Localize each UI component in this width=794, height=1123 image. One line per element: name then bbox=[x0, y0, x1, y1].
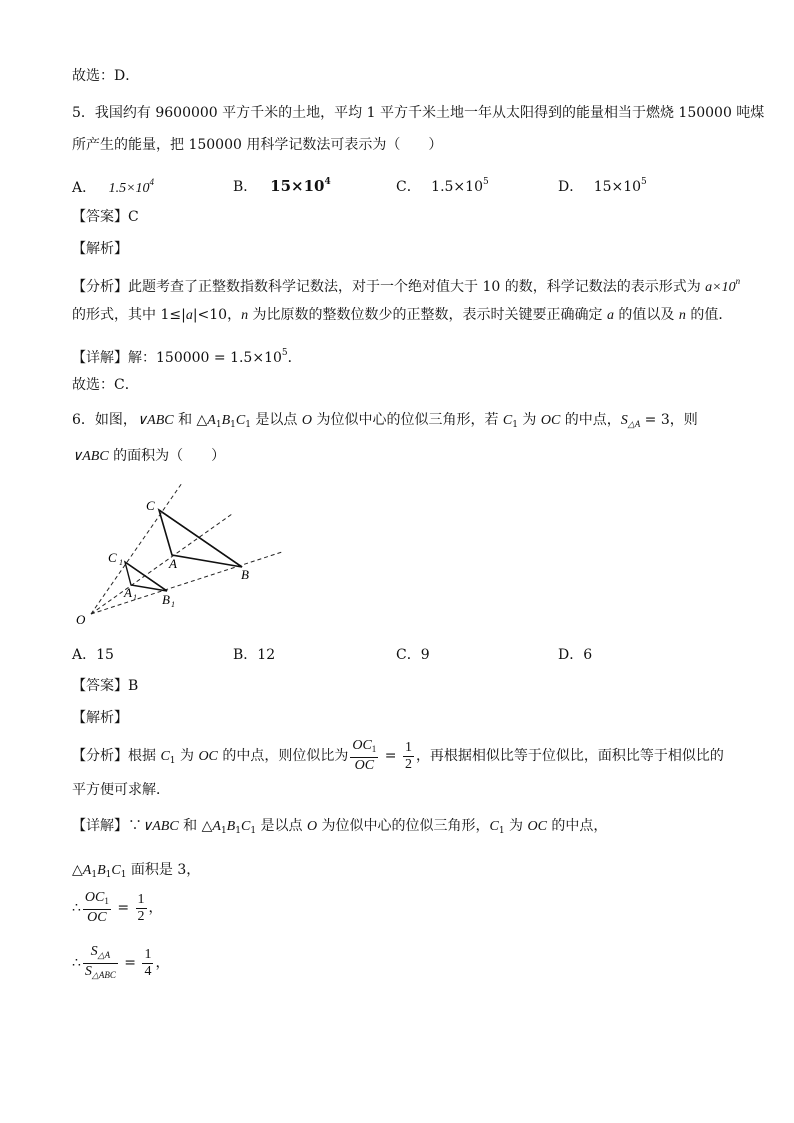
option-label: A． bbox=[72, 180, 97, 196]
q5-stem-line1: 5．我国约有 9600000 平方千米的土地，平均 1 平方千米土地一年从太阳得到的能量相当于燃烧 150000 吨煤 bbox=[72, 105, 765, 121]
q6-stem-line2 bbox=[72, 446, 225, 467]
option-label: A． bbox=[72, 647, 97, 663]
var-a: a bbox=[606, 308, 614, 323]
answer-text: 故选：D． bbox=[72, 68, 140, 84]
analysis-text: ，再根据相似比等于位似比，面积比等于相似比的 bbox=[415, 748, 724, 764]
var: C bbox=[240, 819, 251, 834]
ratio-fraction bbox=[350, 738, 378, 774]
subscript: 1 bbox=[250, 826, 257, 836]
quarter-fraction bbox=[142, 947, 153, 980]
var: C bbox=[489, 819, 499, 834]
detail-text: 面积是 3， bbox=[126, 862, 201, 878]
homothety-figure bbox=[72, 478, 302, 633]
equals: = bbox=[112, 900, 134, 916]
label-a1: A bbox=[124, 585, 132, 600]
subscript: 1 bbox=[498, 826, 505, 836]
analysis-text: 【分析】此题考查了正整数指数科学记数法，对于一个绝对值大于 10 的数，科学记数法的表示形式为 bbox=[72, 279, 701, 295]
option-exponent: 5 bbox=[482, 177, 489, 187]
q5-option-c bbox=[396, 172, 489, 197]
q5-detail bbox=[72, 343, 302, 368]
var: B bbox=[226, 819, 236, 834]
fraction-denominator: 2 bbox=[137, 908, 145, 924]
stem-text: 的中点， bbox=[560, 412, 621, 428]
q6-detail-line1 bbox=[72, 816, 607, 841]
detail-text: △ bbox=[72, 862, 83, 878]
half-fraction bbox=[136, 892, 147, 925]
num-text: S bbox=[90, 943, 98, 959]
label-c1: C bbox=[108, 550, 117, 565]
var: A bbox=[82, 863, 92, 878]
subscript: △ABC bbox=[91, 969, 116, 980]
fraction-denominator: OC bbox=[354, 758, 375, 773]
var: S bbox=[620, 413, 628, 428]
q6-option-d bbox=[558, 645, 592, 665]
fraction-denominator: 2 bbox=[404, 756, 412, 772]
sci-exponent: n bbox=[735, 276, 741, 286]
stem-text: 和 △ bbox=[173, 412, 208, 428]
label-a1-sub: 1 bbox=[133, 593, 137, 602]
subscript: △A bbox=[97, 949, 111, 960]
var: OC bbox=[198, 749, 218, 764]
q6-answer: 【答案】B bbox=[72, 678, 139, 694]
label-c1-sub: 1 bbox=[119, 558, 123, 567]
label-b1-sub: 1 bbox=[171, 600, 175, 609]
var: C bbox=[235, 413, 246, 428]
subscript: 1 bbox=[120, 870, 127, 880]
fraction-denominator: OC bbox=[87, 910, 107, 925]
fraction-numerator: 1 bbox=[404, 739, 412, 755]
analysis-text: 为 bbox=[175, 748, 199, 764]
triangle-abc: ∨ABC bbox=[142, 819, 179, 834]
q6-analysis-line2: 平方便可求解． bbox=[72, 782, 170, 798]
detail-text: 为 bbox=[504, 818, 528, 834]
stem-text: 的面积为（ ） bbox=[108, 448, 226, 464]
therefore: ∴ bbox=[72, 955, 81, 971]
var: O bbox=[306, 819, 318, 834]
detail-text: 为位似中心的位似三角形， bbox=[317, 818, 490, 834]
num-text: OC bbox=[352, 738, 372, 753]
detail-text: 的中点， bbox=[546, 818, 608, 834]
fraction-numerator bbox=[83, 890, 111, 910]
stem-text: = 3，则 bbox=[640, 412, 698, 428]
label-b1: B bbox=[162, 592, 170, 607]
label-c: C bbox=[146, 498, 155, 513]
q6-option-c bbox=[396, 645, 430, 665]
label-b: B bbox=[241, 567, 249, 582]
q5-stem-line2: 所产生的能量，把 150000 用科学记数法可表示为（ ） bbox=[72, 137, 443, 153]
analysis-text: 的值以及 bbox=[613, 307, 679, 323]
q5-final: 故选：C． bbox=[72, 377, 139, 393]
detail-text: 【详解】∵ bbox=[72, 818, 142, 834]
num-text: OC bbox=[84, 890, 105, 905]
fraction-numerator: 1 bbox=[144, 946, 152, 962]
option-exponent: 4 bbox=[149, 177, 155, 187]
label-a: A bbox=[169, 556, 177, 571]
analysis-text: 的中点，则位似比为 bbox=[217, 748, 349, 764]
option-value: 6 bbox=[583, 647, 593, 663]
analysis-text: 的值． bbox=[685, 307, 733, 323]
comma: ， bbox=[148, 900, 163, 916]
equals: = bbox=[119, 955, 141, 971]
analysis-text: 的形式，其中 1≤| bbox=[72, 307, 186, 323]
option-value: 1.5×10 bbox=[108, 181, 150, 196]
analysis-text: 【分析】根据 bbox=[72, 748, 161, 764]
q6-ratio-line bbox=[72, 886, 163, 930]
option-value: 9 bbox=[420, 647, 430, 663]
q5-jiexi: 【解析】 bbox=[72, 241, 128, 257]
subscript: 1 bbox=[91, 870, 98, 880]
analysis-text: |<10， bbox=[192, 307, 242, 323]
option-value: 15×10 bbox=[270, 177, 325, 195]
q6-detail-line2 bbox=[72, 860, 200, 885]
fraction-numerator bbox=[350, 738, 378, 758]
option-exponent: 5 bbox=[641, 177, 647, 187]
stem-text: 为 bbox=[517, 412, 541, 428]
subscript: 1 bbox=[512, 420, 518, 430]
option-exponent: 4 bbox=[324, 177, 331, 187]
detail-text: 【详解】解：150000 = 1.5×10 bbox=[72, 350, 282, 366]
q6-option-b bbox=[233, 645, 275, 665]
area-subscript bbox=[628, 419, 640, 429]
stem-text: 6．如图， bbox=[72, 412, 137, 428]
var: A bbox=[212, 819, 221, 834]
equals: = bbox=[380, 748, 401, 764]
therefore: ∴ bbox=[72, 900, 81, 916]
q6-jiexi: 【解析】 bbox=[72, 710, 128, 726]
option-label: D． bbox=[558, 179, 584, 195]
var: C bbox=[160, 749, 170, 764]
subscript: 1 bbox=[105, 870, 112, 880]
subscript: 1 bbox=[220, 826, 227, 836]
subscript: 1 bbox=[169, 756, 176, 766]
detail-text: 和 △ bbox=[178, 818, 213, 834]
option-label: B． bbox=[233, 179, 258, 195]
q6-stem-line1 bbox=[72, 410, 698, 435]
option-label: C． bbox=[396, 647, 421, 663]
subscript: 1 bbox=[104, 896, 109, 906]
q5-option-d bbox=[558, 172, 647, 197]
subscript: 1 bbox=[230, 420, 236, 430]
q5-option-b bbox=[233, 172, 331, 197]
q6-analysis-line1 bbox=[72, 736, 724, 781]
var: OC bbox=[527, 819, 547, 834]
fraction-numerator bbox=[83, 944, 118, 964]
subscript: 1 bbox=[371, 744, 377, 754]
q5-option-a bbox=[72, 172, 154, 199]
q6-option-a bbox=[72, 645, 114, 665]
triangle-abc: ∨ABC bbox=[72, 449, 109, 464]
var-n: n bbox=[678, 308, 686, 323]
var-n: n bbox=[241, 308, 249, 323]
fraction-denominator bbox=[83, 964, 118, 983]
subscript: 1 bbox=[245, 420, 251, 430]
detail-text: ． bbox=[287, 350, 302, 366]
option-label: C． bbox=[396, 179, 421, 195]
stem-text: 是以点 bbox=[250, 412, 302, 428]
detail-text: 是以点 bbox=[256, 818, 307, 834]
subscript: 1 bbox=[235, 826, 241, 836]
den-text: S bbox=[84, 963, 92, 979]
fraction-numerator: 1 bbox=[137, 891, 145, 907]
var: O bbox=[301, 413, 312, 428]
q5-answer: 【答案】C bbox=[72, 209, 139, 225]
var: C bbox=[111, 863, 121, 878]
text-line bbox=[72, 66, 139, 86]
oc-ratio-fraction bbox=[83, 890, 111, 926]
sci-notation: a×10 bbox=[705, 280, 736, 295]
var: C bbox=[502, 413, 513, 428]
analysis-text: 为比原数的整数位数少的正整数，表示时关键要正确确定 bbox=[248, 307, 607, 323]
subscript: △A bbox=[627, 419, 641, 429]
detail-exponent: 5 bbox=[281, 348, 288, 358]
subscript: 1 bbox=[215, 420, 222, 430]
option-value: 12 bbox=[257, 647, 276, 663]
var-a: a bbox=[185, 308, 193, 323]
label-o: O bbox=[76, 612, 86, 627]
half-fraction bbox=[403, 740, 414, 773]
option-label: D． bbox=[558, 647, 584, 663]
var: B bbox=[221, 413, 231, 428]
area-ratio-fraction bbox=[83, 944, 118, 983]
option-label: B． bbox=[233, 647, 258, 663]
option-value: 1.5×10 bbox=[431, 179, 483, 195]
q5-analysis-line1 bbox=[72, 271, 740, 298]
var: OC bbox=[540, 413, 561, 428]
fraction-denominator: 4 bbox=[144, 963, 152, 979]
var: B bbox=[97, 863, 106, 878]
q6-area-ratio-line bbox=[72, 940, 169, 986]
q5-analysis-line2 bbox=[72, 305, 732, 326]
option-value: 15×10 bbox=[593, 179, 642, 195]
comma: ， bbox=[155, 955, 170, 971]
var: A bbox=[207, 413, 216, 428]
option-value: 15 bbox=[96, 647, 114, 663]
stem-text: 为位似中心的位似三角形，若 bbox=[312, 412, 503, 428]
triangle-abc: ∨ABC bbox=[136, 413, 174, 428]
